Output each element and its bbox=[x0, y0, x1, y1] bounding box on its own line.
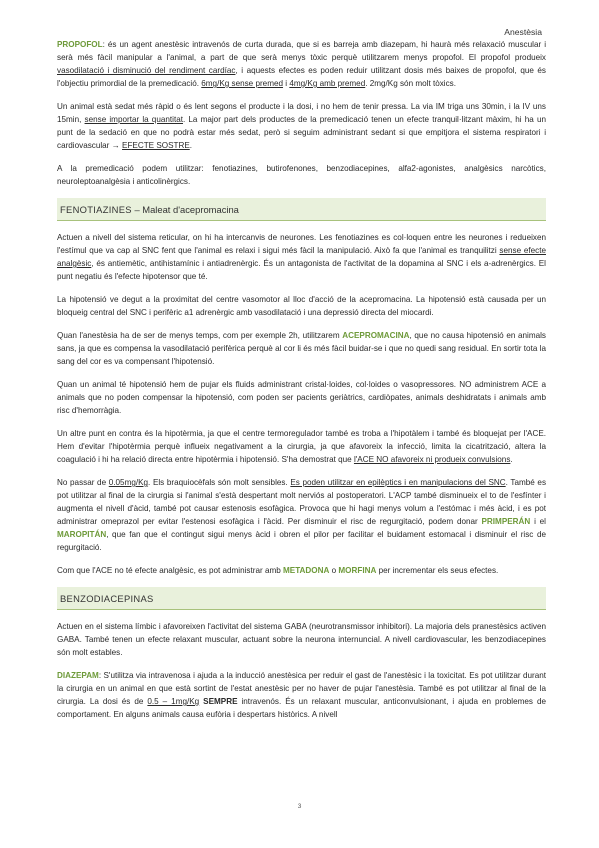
paragraph-hypotension-cause bbox=[57, 293, 546, 319]
text-run: La hipotensió ve degut a la proximitat del centre vasomotor al lloc d'acció de la acepromacina. La hipotensió està causada per un bloqueig central del SNC i perifèric a1 adrenèrgic amb vasodilatació i una depressió directa del miocardi. bbox=[57, 295, 546, 317]
dose-limit: 0.05mg/Kg bbox=[108, 478, 149, 487]
text-run: . També es pot utilitzar al final de la cirurgia si l'animal s'està despertant molt nerviós al postoperatori. L'ACP també disminueix el to de l'esfínter i augmenta el nivell d'àcid, també pot causar estenosis esofàgica. Provoca que hi hagi menys volum a l'estómac i més àcid, i es pot administrar omeprazol per evitar l'estenosi esofàgica i l'àcid. Per disminuir el risc de regurgitació, podem donar bbox=[57, 478, 547, 526]
paragraph-diazepam bbox=[57, 669, 546, 721]
section-heading-benzodiacepinas bbox=[57, 587, 546, 610]
text-run: Com que l'ACE no té efecte analgèsic, es pot administrar amb bbox=[57, 566, 284, 575]
text-run: No passar de bbox=[57, 478, 109, 487]
text-run: Un altre punt en contra és la hipotèrmia, ja que el centre termoregulador també es troba a l'hipotàlem i també és bloquejat per l'ACE. Hem d'evitar l'hipotèrmia perquè influeix negativament a la cirurgia, ja que afavoreix la infecció, limita la cicatrització, altera la coagulació i hi ha relació directa entre hipotèrmia i hipotensió. S'ha demostrat que bbox=[57, 429, 546, 464]
section-subtitle: – Maleat d'acepromacina bbox=[131, 204, 239, 215]
drug-name-primperan: PRIMPERÁN bbox=[481, 517, 531, 526]
drug-name-diazepam: DIAZEPAM bbox=[57, 671, 99, 680]
section-heading-fenotiazines bbox=[57, 198, 546, 221]
underlined-text: sense importar la quantitat bbox=[84, 115, 183, 124]
text-run: , que no causa hipotensió en animals sans, ja que es compensa la vasodilatació perifèrica perquè al cor li és més fàcil buidar-se i que no quedi sang residual. En sortir tota la sang del cor es va compensant l'hipotensió. bbox=[57, 331, 546, 366]
page-content bbox=[57, 38, 546, 731]
text-run: : és un agent anestèsic intravenós de curta durada, que si es barreja amb diazepam, hi haurà més relaxació muscular i serà més fàcil manipular a l'animal, a part de que serà menys tòxic perquè utilitzarem menys propofol. El propofol produeix bbox=[57, 40, 546, 62]
drug-name-maropitan: MAROPITÁN bbox=[57, 530, 107, 539]
text-run: o bbox=[329, 566, 339, 575]
paragraph-premedication-list bbox=[57, 162, 546, 188]
page-number: 3 bbox=[297, 803, 302, 810]
paragraph-hypothermia bbox=[57, 427, 546, 466]
drug-name-propofol: PROPOFOL bbox=[57, 40, 103, 49]
text-run: Quan un animal té hipotensió hem de pujar els fluids administrant cristal·loides, col·loides o vasopressores. NO administrem ACE a animals que no poden compensar la hipotensió, com poden ser pacients geriàtrics, cardiòpates, animals deshidratats i animals amb risc d'hemorràgia. bbox=[57, 380, 546, 415]
text-run: . La major part dels productes de la premedicació tenen un efecte tranquil·litzant màxim, hi ha un punt de la sedació en que no podrà estar més sedat, però si seguim administrant sedant si que empitjora el sistema respiratori i cardiovascular → bbox=[57, 115, 546, 150]
text-run: . bbox=[189, 141, 193, 150]
text-run: , i aquests efectes es poden reduir utilitzant dosis més baixes de propofol, que és l'objectiu primordial de la premedicació. bbox=[57, 66, 546, 88]
dose-without-premed: 6mg/Kg sense premed bbox=[201, 79, 284, 88]
dose-with-premed: 4mg/Kg amb premed bbox=[289, 79, 366, 88]
section-title: FENOTIAZINES bbox=[60, 204, 132, 215]
text-run: A la premedicació podem utilitzar: fenotiazines, butirofenones, benzodiacepines, alfa2-agonistes, analgèsics narcòtics, neuroleptoanalgèsia i anticolinèrgics. bbox=[57, 164, 546, 186]
paragraph-limbic-system bbox=[57, 620, 546, 659]
drug-name-morfina: MORFINA bbox=[338, 566, 377, 575]
paragraph-analgesia-combo bbox=[57, 564, 546, 577]
drug-name-metadona: METADONA bbox=[283, 566, 330, 575]
paragraph-reticular-system bbox=[57, 231, 546, 283]
underlined-text: Es poden utilitzar en epilèptics i en manipulacions del SNC bbox=[290, 478, 506, 487]
running-header: Anestèsia bbox=[504, 27, 542, 37]
paragraph-propofol bbox=[57, 38, 546, 90]
text-run: , és antiemètic, antihistamínic i antiadrenèrgic. És un antagonista de l'activitat de la dopamina al SNC i els a-adrenèrgics. El punt negatiu és l'efecte hipotensor que té. bbox=[57, 259, 546, 281]
text-run: i el bbox=[530, 517, 546, 526]
text-run: . bbox=[510, 455, 513, 464]
paragraph-hypotension-treatment bbox=[57, 378, 546, 417]
text-run: Quan l'anestèsia ha de ser de menys temps, com per exemple 2h, utilitzarem bbox=[57, 331, 343, 340]
text-run: . 2mg/Kg són molt tòxics. bbox=[365, 79, 456, 88]
text-run: : S'utilitza via intravenosa i ajuda a la inducció anestèsica per reduir el gast de l'anestèsic i la toxicitat. Es pot utilitzar durant la cirurgia en un animal en que està sortint de l'estat anestèsic per no haver de pujar l'anestèsia. També es pot utilitzar al final de la cirurgia. La dosi és de bbox=[57, 671, 546, 706]
paragraph-dosage-and-effects bbox=[57, 476, 546, 554]
ceiling-effect-term: EFECTE SOSTRE bbox=[122, 141, 190, 150]
text-run: intravenós. És un relaxant muscular, anticonvulsionant, i ajuda en problemes de comportament. En alguns animals causa eufòria i despertars històrics. A nivell bbox=[57, 697, 547, 719]
section-title: BENZODIACEPINAS bbox=[60, 593, 154, 604]
text-run: , que fan que el contingut sigui menys àcid i obren el pilor per facilitar el buidament estomacal i disminuir el risc de regurgitació. bbox=[57, 530, 546, 552]
underlined-text: sense efecte analgèsic bbox=[57, 246, 546, 268]
text-run: per incrementar els seus efectes. bbox=[376, 566, 499, 575]
text-run: i bbox=[283, 79, 290, 88]
dose-range: 0.5 – 1mg/Kg bbox=[147, 697, 200, 706]
underlined-text: vasodilatació i disminució del rendiment cardíac bbox=[57, 66, 236, 75]
text-run: Actuen en el sistema límbic i afavoreixen l'activitat del sistema GABA (neurotransmissor inhibitori). La majoria dels pranestèsics activen GABA. També tenen un efecte relaxant muscular, actuant sobre la neurona internuncial. A nivell cardiovascular, les benzodiacepines són molt estables. bbox=[57, 622, 546, 657]
paragraph-sedation-speed bbox=[57, 100, 546, 152]
text-run: Actuen a nivell del sistema reticular, on hi ha intercanvis de neurones. Les fenotiazines es col·loquen entre les neurones i redueixen l'estímul que va cap al SNC fent que l'animal es relaxi i sigui més fàcil la manipulació. Això fa que l'animal es tranquilitzi bbox=[57, 233, 546, 255]
paragraph-acepromacina-use bbox=[57, 329, 546, 368]
underlined-text: l'ACE NO afavoreix ni produeix convulsions bbox=[353, 455, 511, 464]
text-run: Un animal està sedat més ràpid o és lent segons el producte i la dosi, i no hem de tenir pressa. La via IM triga uns 30min, i la IV uns 15min, bbox=[57, 102, 546, 124]
emphasis-always: SEMPRE bbox=[199, 697, 238, 706]
text-run: . Els braquiocèfals són molt sensibles. bbox=[148, 478, 291, 487]
drug-name-acepromacina: ACEPROMACINA bbox=[342, 331, 410, 340]
